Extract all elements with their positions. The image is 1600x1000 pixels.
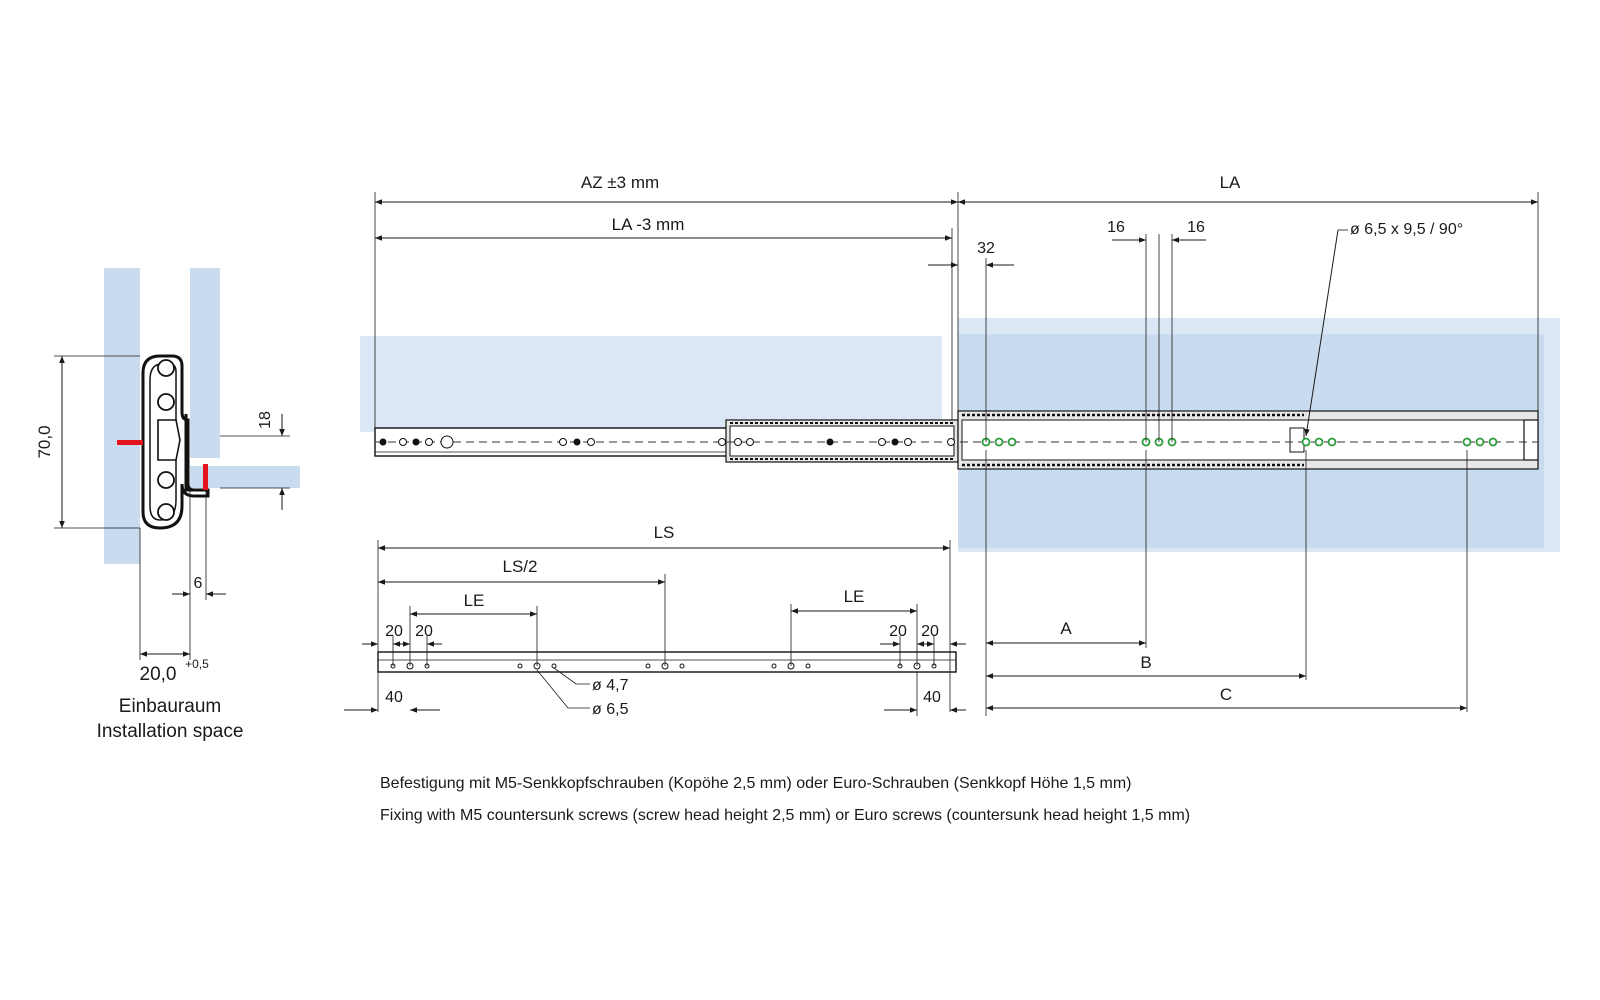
dim-b: B [1140, 653, 1152, 672]
dim-a: A [1060, 619, 1072, 638]
mounting-marker-bottom [203, 464, 208, 490]
dim-16-right: 16 [1187, 219, 1205, 236]
dim-16-left: 16 [1107, 219, 1125, 236]
dim-le-right: LE [843, 587, 865, 606]
dim-height-70: 70,0 [35, 425, 54, 459]
dim-az: AZ ±3 mm [580, 173, 660, 192]
dim-width-20: 20,0 [139, 664, 177, 685]
dim-width-tolerance: +0,5 [185, 657, 209, 671]
dim-32: 32 [977, 240, 995, 257]
cross-section-view [35, 268, 300, 742]
dim-la: LA [1219, 173, 1241, 192]
install-space-shelf [220, 466, 300, 488]
dim-offset-6: 6 [193, 575, 203, 592]
note-german: Befestigung mit M5-Senkkopfschrauben (Kopöhe 2,5 mm) oder Euro-Schrauben (Senkkopf Höhe 1,5 mm) [380, 775, 1132, 792]
hole-large-callout: ø 6,5 [592, 701, 629, 718]
extended-rail-view [360, 173, 1560, 716]
dim-40-right: 40 [923, 689, 941, 706]
install-space-right-wall [190, 268, 220, 458]
fixed-rail-body [378, 652, 956, 672]
hole-small-callout: ø 4,7 [592, 677, 629, 694]
slot-callout: ø 6,5 x 9,5 / 90° [1350, 221, 1464, 238]
bearing-ball-3 [158, 472, 174, 488]
dim-40-left: 40 [385, 689, 403, 706]
dim-c: C [1219, 685, 1233, 704]
note-english: Fixing with M5 countersunk screws (screw head height 2,5 mm) or Euro screws (countersunk head height 1,5 mm) [380, 807, 1191, 824]
dim-20-4: 20 [921, 623, 939, 640]
fixed-rail-view [344, 523, 966, 718]
caption-de: Einbauraum [118, 696, 222, 717]
dim-20-2: 20 [415, 623, 433, 640]
dim-20-3: 20 [889, 623, 907, 640]
install-space-left-wall [104, 268, 140, 564]
bearing-ball-4 [158, 504, 174, 520]
dim-mounting-height-18: 18 [257, 411, 274, 429]
dim-la-minus: LA -3 mm [611, 215, 685, 234]
dim-ls: LS [653, 523, 675, 542]
dim-ls-half: LS/2 [502, 557, 538, 576]
mounting-marker-side [117, 440, 143, 445]
bearing-ball-2 [158, 394, 174, 410]
dim-le-left: LE [463, 591, 485, 610]
bearing-ball-1 [158, 360, 174, 376]
fixing-notes [380, 768, 1190, 832]
caption-en: Installation space [96, 721, 244, 742]
install-space-drawer-left [360, 336, 942, 432]
dim-20-1: 20 [385, 623, 403, 640]
